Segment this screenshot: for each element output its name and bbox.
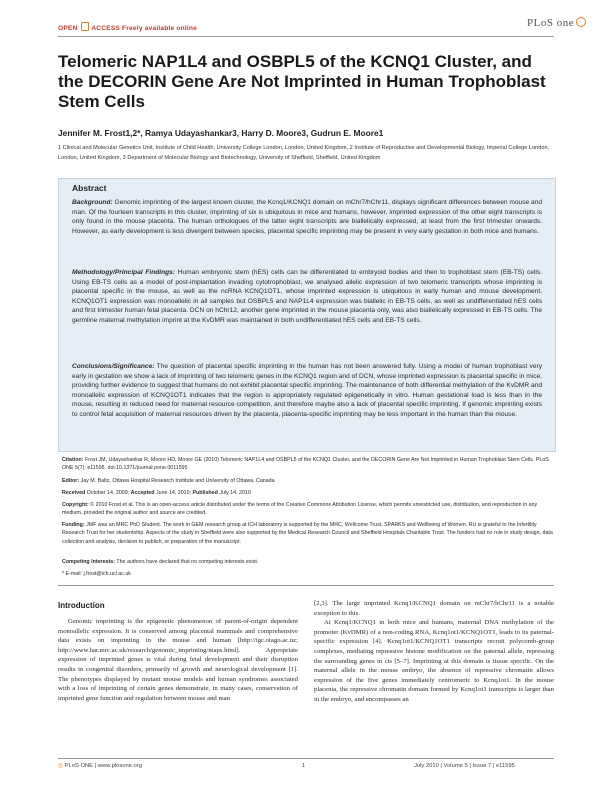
- header-rule: [58, 36, 554, 37]
- intro-paragraph-1: Genomic imprinting is the epigenetic phenomenon of parent-of-origin dependent monoallelic expression. It is conserved among placental mammals and comprehensive data exists on imprinting in the mouse and human [http://igc.otago.ac.nz; http://www.har.mrc.ac.uk/research/genomic_imprinting/maps.html]. Appropriate expression of imprinted genes is vital during fetal development and their disruption results in congenital disorders, primarily of growth and neurological development [1]. The phenotypes displayed by mutant mouse models and human syndromes associated with a loss of imprinting of certain genes demonstrate, in many cases, conservation of imprinted gene function and regulation between mouse and man: [58, 618, 298, 702]
- competing-label: Competing Interests:: [62, 559, 115, 565]
- open-access-label: OPEN: [58, 25, 78, 32]
- editor-text: Jay M. Baltz, Ottawa Hospital Research Institute and University of Ottawa, Canada: [80, 478, 275, 484]
- copyright-label: Copyright:: [62, 502, 89, 508]
- editor: [62, 477, 556, 485]
- footer-journal-text: PLoS ONE | www.plosone.org: [64, 763, 142, 769]
- methods-text: Human embryonic stem (hES) cells can be differentiated to embryoid bodies and then to trophoblast stem (EB-TS) cells. Using EB-TS cells as a model of post-implantation invading cytotrophoblast, we analysed allelic expression of two telomeric transcripts whose imprinting is placental specific in the mouse, as well as the ncRNA KCNQ1OT1, whose imprinted expression is ubiquitous in early human and mouse development. KCNQ1OT1 expression was monoallelic in all samples but OSBPL5 and NAP1L4 expression was biallelic in EB-TS cells, as well as undifferentiated hES cells and first trimester human fetal placenta. DCN on hChr12, another gene imprinted in the mouse placenta only, was also biallelically expressed in EB-TS cells. The germline maternal methylation imprint at the KvDMR was maintained in both undifferentiated hES cells and EB-TS cells.: [72, 269, 542, 324]
- editor-label: Editor:: [62, 478, 80, 484]
- funding: [62, 521, 556, 546]
- funding-label: Funding:: [62, 522, 85, 528]
- abstract-background: [72, 198, 542, 236]
- background-label: Background:: [72, 199, 113, 206]
- background-text: Genomic imprinting of the largest known cluster, the Kcnq1/KCNQ1 domain on mChr7/hChr11, displays significant differences between mouse and man. Of the fourteen transcripts in this cluster, imprinting of six is ubiquitous in mice and humans, however, imprinted expression of the other eight transcripts is only found in the mouse placenta. The human orthologues of the latter eight transcripts are biallelically expressed, at least from the first trimester onwards. However, as early development is less divergent between species, placental specific imprinting may be present in very early gestation in both mice and humans.: [72, 199, 542, 235]
- intro-left-column: [58, 617, 298, 703]
- methods-label: Methodology/Principal Findings:: [72, 269, 176, 276]
- footer-issue: July 2010 | Volume 5 | Issue 7 | e11595: [414, 763, 515, 769]
- open-access-badge: [58, 22, 197, 32]
- page-number: 1: [302, 763, 306, 769]
- access-text: ACCESS Freely available online: [91, 25, 198, 32]
- published-date: July 14, 2010: [219, 490, 251, 496]
- citation: [62, 456, 556, 473]
- copyright: [62, 501, 556, 518]
- citation-label: Citation:: [62, 457, 84, 463]
- meta-rule: [58, 585, 554, 586]
- plos-ring-icon: [576, 17, 586, 27]
- plos-footer-icon: ◎: [58, 763, 64, 769]
- author-email[interactable]: * E-mail: j.frost@ich.ucl.ac.uk: [62, 571, 131, 577]
- accepted-date: June 14, 2010;: [155, 490, 192, 496]
- received-label: Received: [62, 490, 86, 496]
- accepted-label: Accepted: [130, 490, 155, 496]
- copyright-text: © 2010 Frost et al. This is an open-access article distributed under the terms of the Creative Commons Attribution License, which permits unrestricted use, distribution, and reproduction in any medium, provided the original author and source are credited.: [62, 502, 538, 517]
- open-lock-icon: [81, 22, 89, 31]
- conclusions-label: Conclusions/Significance:: [72, 363, 155, 370]
- citation-text: Frost JM, Udayashankar R, Moore HD, Moore GE (2010) Telomeric NAP1L4 and OSBPL5 of the KCNQ1 Cluster, and the DECORIN Gene Are Not Imprinted in Human Trophoblast Stem Cells. PLoS ONE 5(7): e11595. doi:10.1371/journal.pone.0011595: [62, 457, 549, 472]
- article-title: Telomeric NAP1L4 and OSBPL5 of the KCNQ1 Cluster, and the DECORIN Gene Are Not Imprinted in Human Trophoblast Stem Cells: [58, 52, 546, 111]
- footer-rule: [58, 758, 554, 759]
- published-label: Published: [192, 490, 218, 496]
- competing-text: The authors have declared that no competing interests exist.: [116, 559, 259, 565]
- dates: [62, 489, 556, 497]
- competing-interests: [62, 558, 556, 566]
- journal-logo-text: PLoS one: [527, 17, 575, 29]
- intro-paragraph-2: [2,3]. The large imprinted Kcnq1/KCNQ1 domain on mChr7/hChr11 is a notable exception to this.: [314, 600, 554, 617]
- intro-paragraph-3: At Kcnq1/KCNQ1 in both mice and humans, maternal DNA methylation of the promoter (KvDMR) of a non-coding RNA, Kcnq1ot1/KCNQ1OT1, leads to its paternal-specific expression [4]. Kcnq1ot1/KCNQ1OT1 transcripts recruit polycomb-group complexes, mediating repressive histone modification on the paternal allele, repressing the surrounding genes in cis [5–7]. Imprinting at this domain is tissue specific. On the maternal allele in the mouse embryo, the absence of repressive chromatin allows expression of the five genes immediately centromeric to Kcnq1ot1. In the mouse placenta, the repressive chromatin domain formed by Kcnq1ot1 transcripts is larger than in the embryo, and encompasses an: [314, 619, 554, 703]
- journal-logo[interactable]: [527, 17, 586, 29]
- introduction-heading: Introduction: [58, 601, 105, 610]
- received-date: October 14, 2009;: [86, 490, 130, 496]
- conclusions-text: The question of placental specific imprinting in the human has not been answered fully. Using a model of human trophoblast very early in gestation we show a lack of imprinting of two telomeric genes in the KCNQ1 region and of DCN, whose imprinted expression is placental specific in mice, providing further evidence to suggest that humans do not exhibit placental specific imprinting. The maintenance of both differential methylation of the KvDMR and monoallelic expression of KCNQ1OT1 indicates that the region is appropriately regulated epigenetically in vitro. Human gestational load is less than in the mouse, resulting in reduced need for maternal resource competition, and therefore maybe also a lack of placental specific imprinting. If genomic imprinting exists to control fetal acquisition of maternal resources driven by the placenta, placenta-specific imprinting may be less important in the human than the mouse.: [72, 363, 543, 418]
- abstract-heading: Abstract: [72, 183, 107, 193]
- footer-journal: [58, 763, 142, 769]
- intro-right-column: [314, 599, 554, 705]
- affiliations: 1 Clinical and Molecular Genetics Unit, Institute of Child Health, University College London, London, United Kingdom, 2 Institute of Reproductive and Developmental Biology, Imperial College London, London, United Kingdom, 3 Department of Molecular Biology and Biotechnology, University of Sheffield, Sheffield, United Kingdom: [58, 145, 550, 161]
- abstract-conclusions: [72, 362, 542, 420]
- author-list: Jennifer M. Frost1,2*, Ramya Udayashankar3, Harry D. Moore3, Gudrun E. Moore1: [58, 128, 384, 138]
- funding-text: JMF was an MRC PhD Student. The work in GEM research group at ICH laboratory is supported by the MRC, Wellcome Trust, SPARKS and Wellbeing of Women. RU is grateful to the Infertility Research Trust for her studentship. Aspects of the study in Sheffield were also supported by the Medical Research Council and Sheffield Hospitals Charitable Trust. The funders had no role in study design, data collection and analysis, decision to publish, or preparation of the manuscript.: [62, 522, 553, 545]
- abstract-methods: [72, 268, 542, 326]
